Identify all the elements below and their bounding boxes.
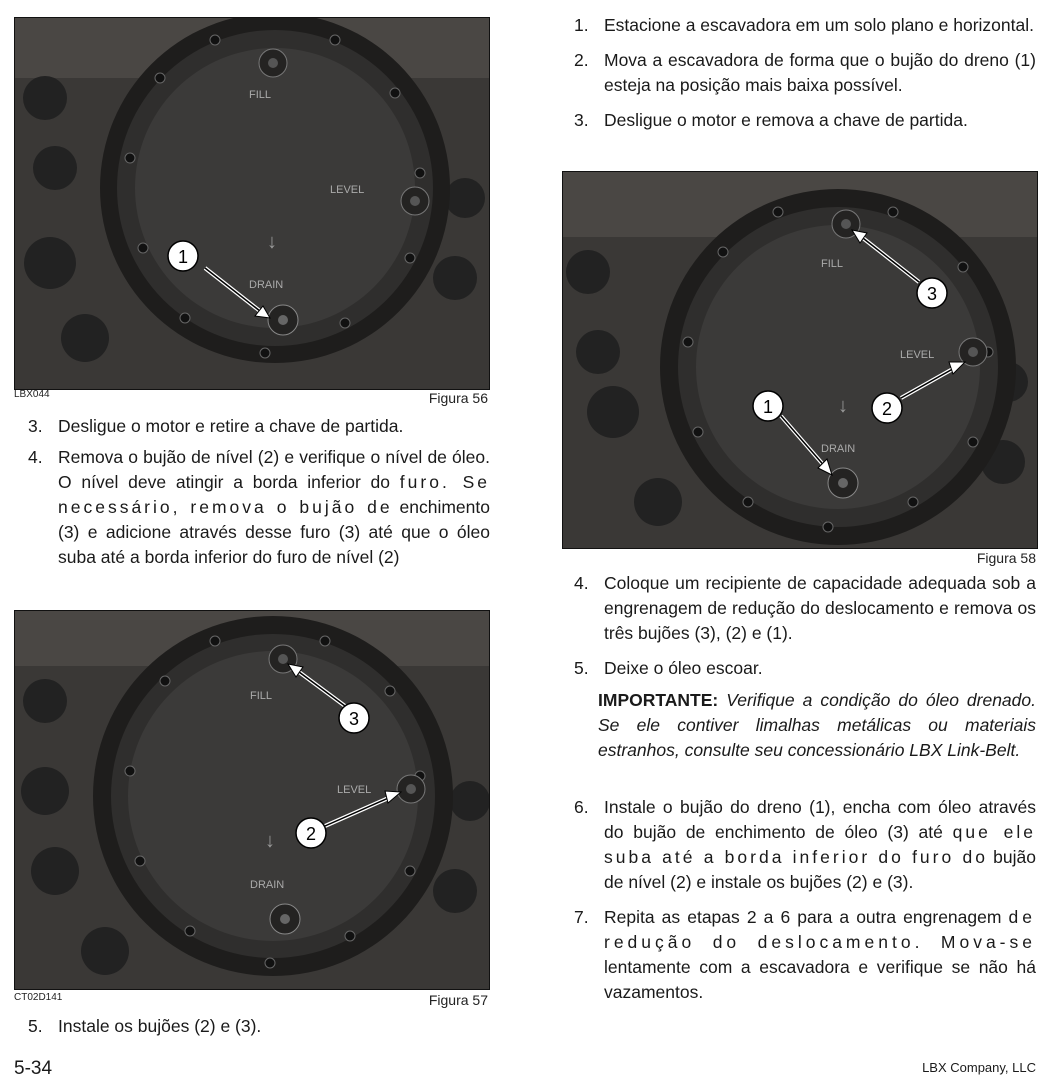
list-item: 7. Repita as etapas 2 a 6 para a outra engrenagem de redução do deslocamento. Mova-se lentamente com a escavadora e verifique se não há vazamentos.: [574, 907, 1036, 1002]
figure-58-caption: Figura 58: [976, 550, 1036, 566]
left-steps: [28, 414, 490, 580]
list-item: 2. Mova a escavadora de forma que o bujão do dreno (1) esteja na posição mais baixa possível.: [574, 50, 1036, 95]
important-note: [598, 688, 1036, 763]
svg-text:↓: ↓: [267, 231, 277, 253]
travel-reduction-gear-image: [15, 18, 489, 389]
svg-text:↓: ↓: [265, 830, 275, 852]
svg-text:DRAIN: DRAIN: [249, 279, 284, 291]
svg-text:FILL: FILL: [821, 258, 844, 270]
svg-text:LEVEL: LEVEL: [330, 184, 365, 196]
list-item: 6. Instale o bujão do dreno (1), encha com óleo através do bujão de enchimento de óleo (3) até que ele suba até a borda inferior do furo do bujão de nível (2) e instale os bujões (2) e (3).: [574, 797, 1036, 892]
svg-text:FILL: FILL: [249, 89, 272, 101]
list-item: 1. Estacione a escavadora em um solo plano e horizontal.: [574, 15, 1034, 35]
figure-56-caption: Figura 56: [428, 390, 488, 406]
right-steps-top: [574, 13, 1036, 143]
list-item: 4. Coloque um recipiente de capacidade adequada sob a engrenagem de redução do deslocamento e remova os três bujões (3), (2) e (1).: [574, 573, 1036, 643]
svg-text:↓: ↓: [838, 395, 848, 417]
important-label: IMPORTANTE:: [598, 690, 719, 710]
callout-3: 3: [348, 709, 360, 729]
list-item: 3. Desligue o motor e retire a chave de partida.: [28, 416, 404, 436]
left-bottom-step: [28, 1014, 490, 1049]
list-item: 5. Deixe o óleo escoar.: [574, 658, 763, 678]
company-name: LBX Company, LLC: [922, 1060, 1036, 1075]
svg-text:LEVEL: LEVEL: [900, 349, 935, 361]
travel-reduction-gear-image: [15, 611, 489, 989]
svg-text:DRAIN: DRAIN: [821, 443, 856, 455]
callout-1: 1: [762, 397, 774, 417]
svg-text:LEVEL: LEVEL: [337, 784, 372, 796]
svg-text:DRAIN: DRAIN: [250, 879, 285, 891]
figure-57-code: CT02D141: [14, 992, 63, 1003]
figure-56-code: LBX044: [14, 389, 50, 400]
figure-57-photo: [14, 610, 490, 990]
callout-1: 1: [177, 247, 189, 267]
right-steps-bottom: [574, 571, 1036, 691]
svg-text:FILL: FILL: [250, 690, 273, 702]
right-steps-final: [574, 795, 1036, 1015]
list-item: 3. Desligue o motor e remova a chave de partida.: [574, 110, 968, 130]
figure-58-photo: [562, 171, 1038, 549]
figure-56-photo: [14, 17, 490, 390]
callout-2: 2: [881, 399, 893, 419]
list-item: 5. Instale os bujões (2) e (3).: [28, 1016, 262, 1036]
important-text: Verifique a condição do óleo drenado. Se ele contiver limalhas metálicas ou materiais estranhos, consulte seu concessionário LBX Link-Belt.: [598, 690, 1036, 760]
callout-3: 3: [926, 284, 938, 304]
callout-2: 2: [305, 824, 317, 844]
travel-reduction-gear-image: [563, 172, 1037, 548]
figure-57-caption: Figura 57: [428, 992, 488, 1008]
page-number: 5-34: [14, 1058, 53, 1079]
list-item: 4. Remova o bujão de nível (2) e verifique o nível de óleo. O nível deve atingir a borda inferior do furo. Se necessário, remova o bujão de enchimento (3) e adicione através desse furo (3) até que o óleo suba até a borda inferior do furo de nível (2): [28, 447, 490, 567]
